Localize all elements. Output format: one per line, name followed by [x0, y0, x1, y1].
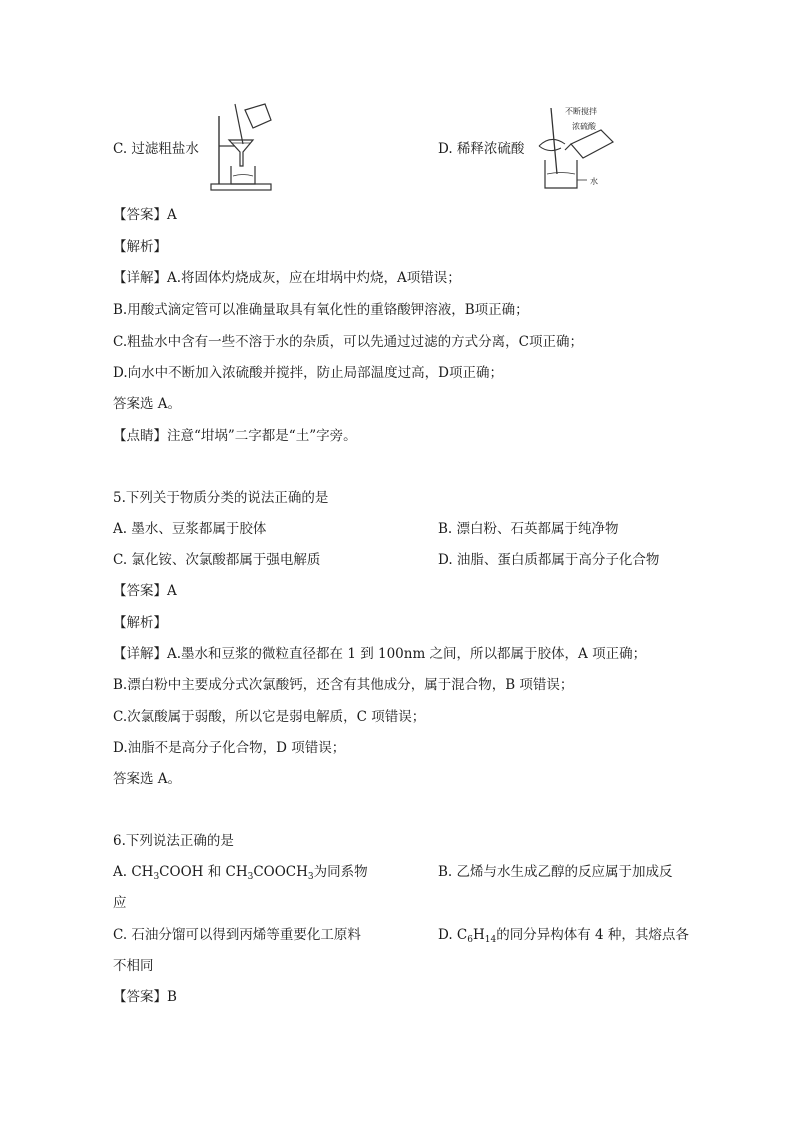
q5-detail-b: B.漂白粉中主要成分式次氯酸钙，还含有其他成分，属于混合物，B 项错误；	[113, 677, 574, 693]
filtration-apparatus-figure	[205, 100, 277, 196]
fig-label-acid: 浓硫酸	[572, 122, 596, 131]
q6-option-c: C. 石油分馏可以得到丙烯等重要化工原料	[113, 927, 361, 943]
q5-final: 答案选 A。	[113, 771, 182, 787]
q5-option-d: D. 油脂、蛋白质都属于高分子化合物	[438, 552, 660, 568]
q4-answer: 【答案】A	[113, 207, 177, 223]
fig-label-water: 水	[590, 177, 598, 186]
q4-option-c: C. 过滤粗盐水	[113, 141, 199, 157]
dilution-apparatus-figure	[535, 104, 625, 194]
q5-question: 5.下列关于物质分类的说法正确的是	[113, 490, 329, 506]
q5-analysis-title: 【解析】	[113, 615, 167, 631]
q5-option-b: B. 漂白粉、石英都属于纯净物	[438, 521, 619, 537]
q5-option-c: C. 氯化铵、次氯酸都属于强电解质	[113, 552, 321, 568]
q4-final: 答案选 A。	[113, 396, 182, 412]
q6-option-b: B. 乙烯与水生成乙醇的反应属于加成反	[438, 864, 673, 880]
q6-answer: 【答案】B	[113, 989, 177, 1005]
q5-answer: 【答案】A	[113, 583, 177, 599]
q6-option-d-continued: 不相同	[113, 958, 154, 974]
q4-detail-b: B.用酸式滴定管可以准确量取具有氧化性的重铬酸钾溶液，B项正确；	[113, 302, 529, 318]
q4-detail-d: D.向水中不断加入浓硫酸并搅拌，防止局部温度过高，D项正确；	[113, 365, 503, 381]
q4-analysis-title: 【解析】	[113, 239, 167, 255]
q5-option-a: A. 墨水、豆浆都属于胶体	[113, 521, 267, 537]
q5-detail-c: C.次氯酸属于弱酸，所以它是弱电解质，C 项错误；	[113, 709, 426, 725]
q4-option-d: D. 稀释浓硫酸	[438, 141, 525, 157]
q4-detail-a: 【详解】A.将固体灼烧成灰，应在坩埚中灼烧，A项错误；	[113, 270, 461, 286]
q4-detail-c: C.粗盐水中含有一些不溶于水的杂质，可以先通过过滤的方式分离，C项正确；	[113, 334, 583, 350]
q6-option-a: A. $CH_3COOH$ 和 $CH_3COOCH_3$为同系物	[113, 864, 368, 882]
q6-option-d: D. $C_6H_{14}$的同分异构体有 4 种，其熔点各	[438, 927, 689, 945]
fig-label-stir: 不断搅拌	[565, 107, 597, 116]
q6-option-b-continued: 应	[113, 895, 127, 911]
q6-question: 6.下列说法正确的是	[113, 833, 234, 849]
q4-note: 【点睛】注意“坩埚”二字都是“土”字旁。	[113, 428, 357, 444]
q5-detail-d: D.油脂不是高分子化合物，D 项错误；	[113, 740, 346, 756]
q5-detail-a: 【详解】A.墨水和豆浆的微粒直径都在 1 到 100nm 之间，所以都属于胶体，A 项正确；	[113, 646, 647, 662]
